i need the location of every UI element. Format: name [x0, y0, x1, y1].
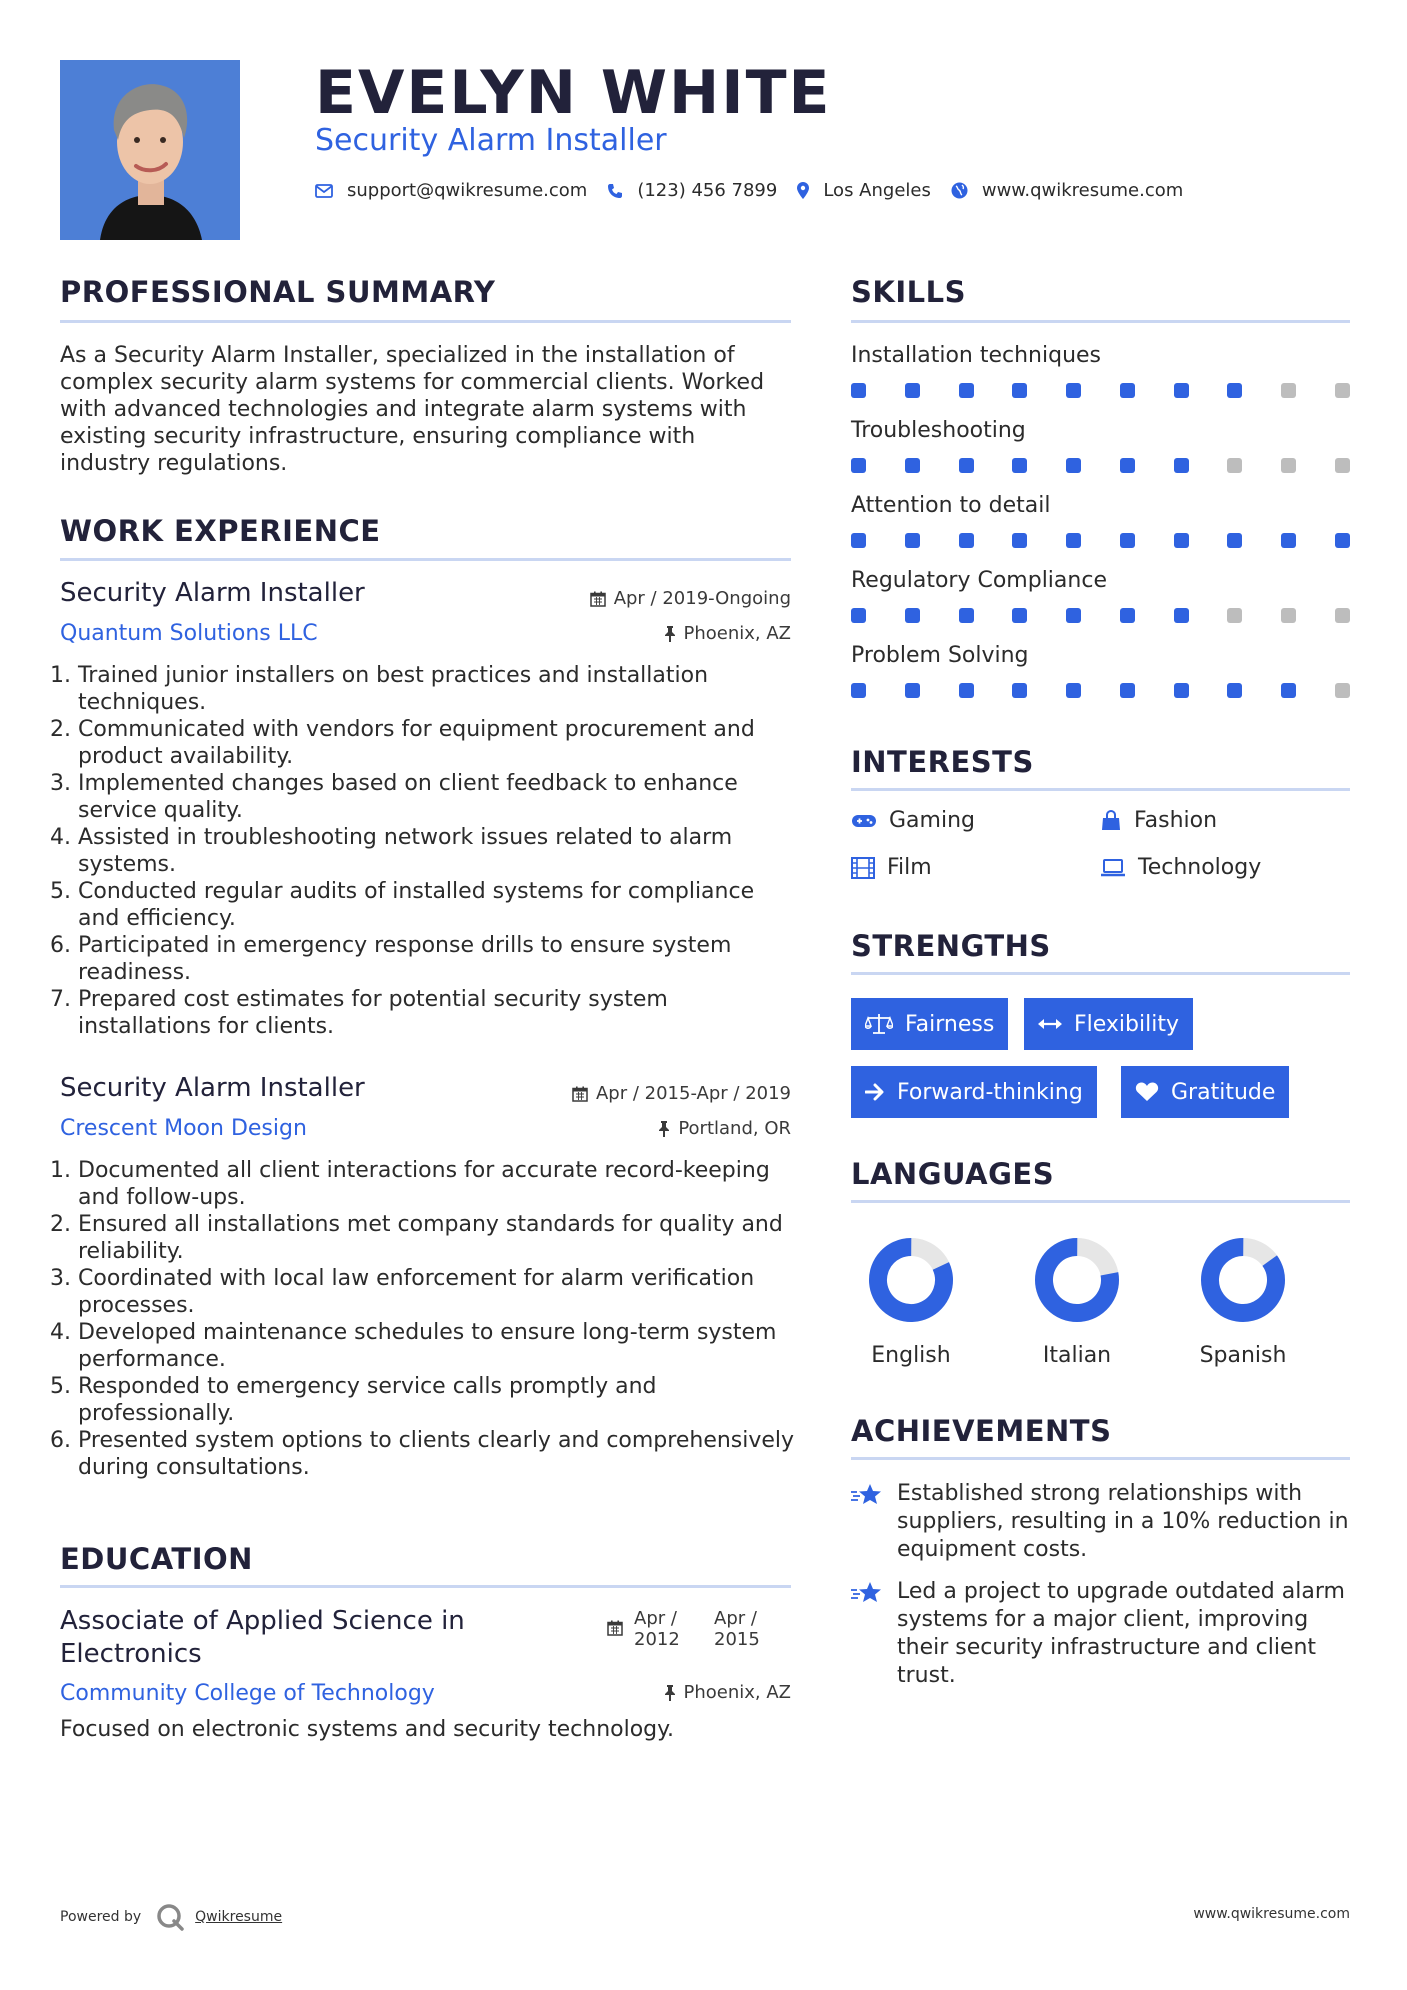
balance-scale-icon [865, 1013, 893, 1035]
skill-dot-filled [1012, 533, 1027, 548]
interests-rule [851, 788, 1350, 791]
skill-dot-empty [1335, 683, 1350, 698]
pushpin-icon [664, 1685, 676, 1701]
achievements-heading: ACHIEVEMENTS [851, 1414, 1112, 1448]
skill-dot-filled [1066, 608, 1081, 623]
job-2-location [658, 1118, 791, 1139]
skill-rating [851, 533, 1350, 548]
skill-dot-empty [1335, 458, 1350, 473]
skill-dot-empty [1227, 608, 1242, 623]
calendar-icon [572, 1086, 588, 1102]
job-1-location-text: Phoenix, AZ [683, 623, 791, 644]
portrait-image [60, 60, 240, 240]
job-2-date-text: Apr / 2015-Apr / 2019 [595, 1083, 791, 1104]
strength-label: Flexibility [1074, 1011, 1179, 1037]
skill-name: Troubleshooting [851, 418, 1026, 443]
duty-item: 3. Implemented changes based on client feedback to enhance service quality. [78, 770, 800, 824]
skill-dot-filled [1012, 458, 1027, 473]
skill-dot-filled [959, 458, 974, 473]
skill-dot-filled [1066, 383, 1081, 398]
skill-dot-filled [1227, 683, 1242, 698]
skill-dot-filled [959, 608, 974, 623]
duty-item: 1. Trained junior installers on best practices and installation techniques. [78, 662, 800, 716]
duty-item: 3. Coordinated with local law enforcement for alarm verification processes. [78, 1265, 800, 1319]
skill-dot-filled [905, 608, 920, 623]
skill-dot-filled [1174, 683, 1189, 698]
duty-item: 6. Participated in emergency response drills to ensure system readiness. [78, 932, 800, 986]
interest-label: Technology [1138, 855, 1262, 880]
qwikresume-logo-icon [155, 1902, 185, 1932]
summary-heading: PROFESSIONAL SUMMARY [60, 275, 496, 309]
duty-item: 2. Communicated with vendors for equipment procurement and product availability. [78, 716, 800, 770]
film-icon [851, 857, 875, 879]
strength-label: Forward-thinking [897, 1079, 1083, 1105]
education-heading: EDUCATION [60, 1542, 253, 1576]
profile-photo [60, 60, 240, 240]
interests-heading: INTERESTS [851, 745, 1034, 779]
duty-item: 1. Documented all client interactions for accurate record-keeping and follow-ups. [78, 1157, 800, 1211]
shooting-star-icon [851, 1580, 883, 1606]
job-1-location [664, 623, 792, 644]
skill-dot-filled [959, 383, 974, 398]
skill-dot-filled [1227, 533, 1242, 548]
skill-dot-filled [1012, 683, 1027, 698]
language-donut [1032, 1235, 1122, 1325]
interest-label: Film [887, 855, 932, 880]
job-1-date [590, 588, 791, 609]
language-proficiency-arc [1198, 1235, 1288, 1325]
skill-rating [851, 608, 1350, 623]
footer-website[interactable]: www.qwikresume.com [1193, 1906, 1350, 1922]
education-location-text: Phoenix, AZ [683, 1682, 791, 1703]
experience-rule [60, 558, 791, 561]
duty-item: 2. Ensured all installations met company standards for quality and reliability. [78, 1211, 800, 1265]
language-item [841, 1235, 981, 1368]
strength-badge-gratitude [1121, 1066, 1289, 1118]
language-name: Spanish [1199, 1343, 1287, 1368]
skill-dot-filled [851, 383, 866, 398]
shopping-bag-icon [1100, 810, 1122, 832]
strength-label: Fairness [905, 1011, 995, 1037]
skill-dot-filled [1174, 458, 1189, 473]
skill-name: Problem Solving [851, 643, 1029, 668]
heart-icon [1135, 1082, 1159, 1102]
job-1-duties [60, 662, 800, 1040]
contact-phone[interactable] [607, 180, 777, 201]
arrows-horizontal-icon [1038, 1017, 1062, 1031]
language-item [1007, 1235, 1147, 1368]
education-rule [60, 1585, 791, 1588]
education-start-year: 2012 [634, 1629, 680, 1650]
strength-badge-forward-thinking [851, 1066, 1097, 1118]
strengths-heading: STRENGTHS [851, 929, 1051, 963]
skill-dot-filled [851, 458, 866, 473]
interest-fashion [1100, 808, 1217, 833]
education-start-month: Apr / [634, 1608, 677, 1629]
gamepad-icon [851, 813, 877, 829]
skill-dot-filled [1281, 533, 1296, 548]
job-2-date [572, 1083, 791, 1104]
skill-dot-empty [1335, 383, 1350, 398]
skill-dot-filled [1281, 683, 1296, 698]
skill-dot-filled [1066, 533, 1081, 548]
skill-dot-empty [1227, 458, 1242, 473]
interest-gaming [851, 808, 975, 833]
phone-icon [607, 183, 623, 199]
job-2-company[interactable]: Crescent Moon Design [60, 1116, 307, 1141]
skill-dot-filled [1066, 683, 1081, 698]
envelope-icon [315, 184, 333, 198]
skill-dot-empty [1335, 608, 1350, 623]
skill-dot-filled [905, 383, 920, 398]
summary-text: As a Security Alarm Installer, specialized in the installation of complex security alarm systems for commercial clients. Worked with advanced technologies and integrate alarm systems with existing security infrastructure, ensuring compliance with industry regulations. [60, 343, 765, 476]
job-2-title: Security Alarm Installer [60, 1073, 365, 1103]
skill-name: Installation techniques [851, 343, 1102, 368]
education-end-date [714, 1608, 760, 1650]
duty-item: 4. Developed maintenance schedules to ensure long-term system performance. [78, 1319, 800, 1373]
skill-dot-filled [1120, 608, 1135, 623]
skill-dot-filled [905, 458, 920, 473]
achievement-text: Established strong relationships with suppliers, resulting in a 10% reduction in equipment costs. [897, 1481, 1349, 1562]
duty-item: 6. Presented system options to clients clearly and comprehensively during consultations. [78, 1427, 800, 1481]
skill-dot-filled [959, 683, 974, 698]
contact-phone-text: (123) 456 7899 [637, 180, 778, 201]
achievement-item [851, 1578, 1351, 1690]
language-name: Italian [1042, 1343, 1112, 1368]
contact-location [797, 180, 931, 201]
pushpin-icon [664, 626, 676, 642]
skill-dot-filled [1012, 383, 1027, 398]
interest-film [851, 855, 932, 880]
duty-item: 7. Prepared cost estimates for potential security system installations for clients. [78, 986, 800, 1040]
strength-badge-fairness [851, 998, 1008, 1050]
skill-dot-empty [1281, 458, 1296, 473]
skill-dot-filled [851, 608, 866, 623]
languages-rule [851, 1200, 1350, 1203]
education-description: Focused on electronic systems and security technology. [60, 1717, 675, 1742]
candidate-title: Security Alarm Installer [315, 123, 667, 158]
skill-dot-filled [1120, 383, 1135, 398]
language-donut [1198, 1235, 1288, 1325]
languages-heading: LANGUAGES [851, 1157, 1055, 1191]
skill-dot-filled [959, 533, 974, 548]
strength-badge-flexibility [1024, 998, 1193, 1050]
achievement-text: Led a project to upgrade outdated alarm systems for a major client, improving their security infrastructure and client trust. [897, 1579, 1345, 1688]
skill-dot-empty [1281, 383, 1296, 398]
contact-email-text: support@qwikresume.com [347, 180, 588, 201]
education-degree: Associate of Applied Science in Electronics [60, 1606, 465, 1669]
achievements-rule [851, 1457, 1350, 1460]
language-donut [866, 1235, 956, 1325]
skill-dot-filled [1227, 383, 1242, 398]
achievement-item [851, 1480, 1351, 1564]
skill-dot-filled [1335, 533, 1350, 548]
skill-dot-filled [851, 683, 866, 698]
skill-rating [851, 458, 1350, 473]
contact-location-text: Los Angeles [823, 180, 931, 201]
map-marker-icon [797, 182, 809, 199]
arrow-right-icon [865, 1083, 885, 1101]
laptop-icon [1100, 858, 1126, 878]
language-item [1173, 1235, 1313, 1368]
strength-label: Gratitude [1171, 1079, 1276, 1105]
education-school[interactable]: Community College of Technology [60, 1681, 435, 1706]
skill-dot-filled [1120, 683, 1135, 698]
shooting-star-icon [851, 1482, 883, 1508]
skills-rule [851, 320, 1350, 323]
contact-website[interactable] [951, 180, 1183, 201]
contact-bar [315, 180, 1203, 201]
duty-item: 4. Assisted in troubleshooting network issues related to alarm systems. [78, 824, 800, 878]
interest-label: Fashion [1134, 808, 1218, 833]
interest-label: Gaming [889, 808, 975, 833]
education-end-year: 2015 [714, 1629, 760, 1650]
skill-dot-filled [1174, 608, 1189, 623]
calendar-icon [590, 591, 606, 607]
pushpin-icon [658, 1121, 670, 1137]
skill-rating [851, 683, 1350, 698]
skill-dot-filled [1174, 383, 1189, 398]
contact-website-text: www.qwikresume.com [981, 180, 1184, 201]
interest-technology [1100, 855, 1261, 880]
powered-by [60, 1902, 282, 1932]
qwikresume-link[interactable]: Qwikresume [195, 1909, 283, 1925]
duty-item: 5. Conducted regular audits of installed systems for compliance and efficiency. [78, 878, 800, 932]
job-1-date-text: Apr / 2019-Ongoing [613, 588, 791, 609]
education-start-date [634, 1608, 680, 1650]
job-1-title: Security Alarm Installer [60, 578, 365, 608]
duty-item: 5. Responded to emergency service calls promptly and professionally. [78, 1373, 800, 1427]
language-name: English [871, 1343, 951, 1368]
skill-name: Attention to detail [851, 493, 1051, 518]
skill-dot-filled [905, 533, 920, 548]
strengths-rule [851, 972, 1350, 975]
skill-dot-filled [1066, 458, 1081, 473]
candidate-name: EVELYN WHITE [315, 58, 832, 128]
skill-dot-empty [1281, 608, 1296, 623]
contact-email[interactable] [315, 180, 587, 201]
job-1-company[interactable]: Quantum Solutions LLC [60, 621, 318, 646]
skill-rating [851, 383, 1350, 398]
language-proficiency-arc [867, 1236, 955, 1324]
skill-dot-filled [1012, 608, 1027, 623]
skill-dot-filled [1120, 533, 1135, 548]
experience-heading: WORK EXPERIENCE [60, 514, 381, 548]
job-2-duties [60, 1157, 800, 1481]
calendar-icon [607, 1620, 623, 1636]
powered-by-text: Powered by [60, 1909, 142, 1925]
skill-dot-filled [905, 683, 920, 698]
education-location [664, 1682, 792, 1703]
job-2-location-text: Portland, OR [678, 1118, 791, 1139]
education-end-month: Apr / [714, 1608, 757, 1629]
skill-dot-filled [851, 533, 866, 548]
globe-icon [951, 182, 968, 199]
skills-heading: SKILLS [851, 275, 966, 309]
skill-dot-filled [1120, 458, 1135, 473]
summary-rule [60, 320, 791, 323]
skill-name: Regulatory Compliance [851, 568, 1107, 593]
skill-dot-filled [1174, 533, 1189, 548]
